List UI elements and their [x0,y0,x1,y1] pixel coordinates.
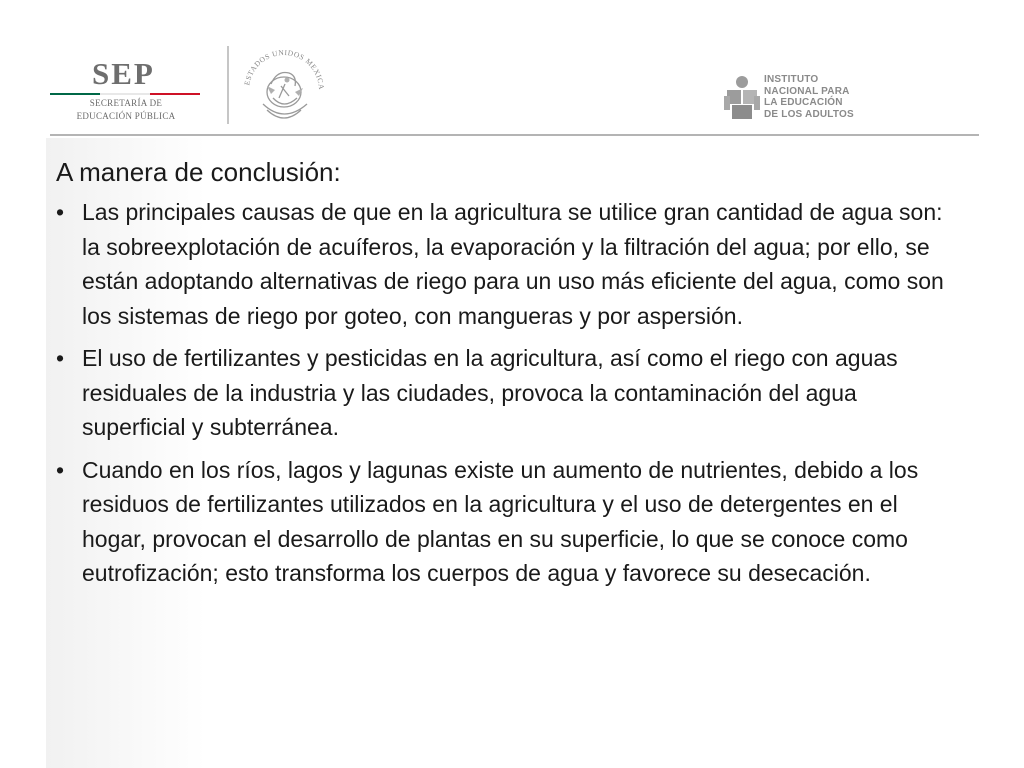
inea-line-2: NACIONAL PARA [764,85,850,97]
sep-logo [48,55,204,127]
bullet-item [56,453,966,591]
sep-subtitle-line2: EDUCACIÓN PÚBLICA [76,111,176,121]
bullet-marker: • [56,456,65,483]
sep-bar-white [100,93,150,95]
sep-bar-green [50,93,100,95]
bullet-marker: • [56,345,65,371]
bullet-marker: • [56,199,65,225]
bullet-text: El uso de fertilizantes y pesticidas en la agricultura, así como el riego con aguas residuales de la industria y las ciudades, provoca la contaminación del agua superficial y subterránea. [82,345,898,440]
mexican-coat-of-arms-icon [237,40,331,130]
slide-title: A manera de conclusión: [56,157,341,187]
seal-ring-text: ESTADOS UNIDOS MEXICA [242,47,327,91]
bullet-text: Cuando en los ríos, lagos y lagunas existe un aumento de nutrientes, debido a los residuos de fertilizantes utilizados en la agricultura y el uso de detergentes en el hogar, provocan el desarrollo de plantas en su superficie, lo que se conoce como eutrofización; esto transforma los cuerpos de agua y favorece su desecación. [82,456,919,586]
sep-bar-red [150,93,200,95]
inea-line-4: DE LOS ADULTOS [764,108,854,120]
inea-line-3: LA EDUCACIÓN [764,97,843,108]
slide-content [56,155,966,599]
sep-subtitle-line1: SECRETARÍA DE [89,98,163,108]
bullet-item [56,341,966,445]
bullet-item [56,195,966,333]
header-divider-line [50,134,979,136]
inea-line-1: INSTITUTO [764,74,819,85]
logo-divider [227,46,229,124]
inea-name [764,74,854,120]
bullet-list [56,195,966,591]
sep-tricolor-bar [50,93,200,95]
bullet-text: Las principales causas de que en la agricultura se utilice gran cantidad de agua son: la sobreexplotación de acuíferos, la evaporación y la filtración del agua; por ello, se están adoptando alternativas de riego para un uso más eficiente del agua, como son los sistemas de riego por goteo, con mangueras y por aspersión. [82,199,944,329]
sep-wordmark: SEP [92,56,155,91]
inea-person-reading-icon [722,74,762,122]
inea-logo [722,74,867,124]
